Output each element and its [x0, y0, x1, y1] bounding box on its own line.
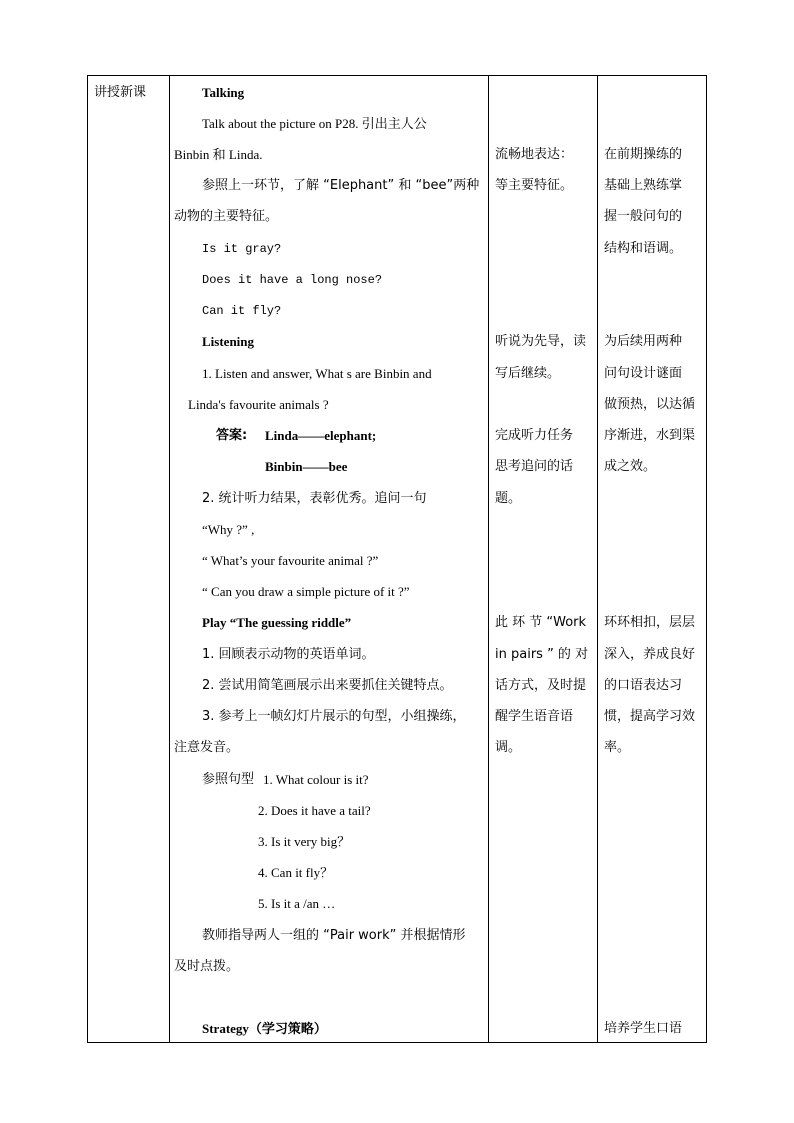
question-3: Can it fly? [202, 304, 282, 318]
content-column [169, 76, 488, 1042]
step-1: 1. 回顾表示动物的英语单词。 [202, 647, 375, 662]
pattern-5: 5. Is it a /an … [258, 896, 336, 911]
step-3-line-2: 注意发音。 [174, 740, 240, 755]
activity-d-line-3: 话方式，及时提 [495, 678, 587, 693]
intent-b-line-5: 成之效。 [604, 459, 657, 474]
answer-2: Binbin——bee [265, 459, 348, 474]
play-heading: Play “The guessing riddle” [202, 615, 352, 630]
pattern-4: 4. Can it fly？ [258, 865, 334, 880]
teacher-line-1: 教师指导两人一组的 “Pair work” 并根据情形 [202, 928, 466, 943]
answer-label: 答案: [216, 428, 248, 443]
pattern-3: 3. Is it very big？ [258, 834, 351, 849]
intent-d-line-1: 培养学生口语 [604, 1021, 683, 1036]
intent-c-line-3: 的口语表达习 [604, 678, 683, 693]
stage-label: 讲授新课 [94, 85, 147, 100]
intent-a-line-1: 在前期操练的 [604, 147, 683, 162]
intent-b-line-1: 为后续用两种 [604, 334, 683, 349]
step-3-line-1: 3. 参考上一帧幻灯片展示的句型，小组操练， [202, 709, 466, 724]
intent-a-line-4: 结构和语调。 [604, 241, 683, 256]
reference-line-1: 参照上一环节，了解 “Elephant” 和 “bee”两种 [202, 178, 480, 193]
intent-b-line-4: 序渐进，水到渠 [604, 428, 696, 443]
strategy-heading: Strategy（学习策略） [202, 1021, 327, 1036]
activity-d-line-2: in pairs ” 的 对 [495, 647, 589, 662]
intent-a-line-2: 基础上熟练掌 [604, 178, 683, 193]
intent-b-line-3: 做预热，以达循 [604, 397, 696, 412]
activity-a-line-2: 等主要特征。 [495, 178, 574, 193]
reference-line-2: 动物的主要特征。 [174, 209, 279, 224]
intent-c-line-2: 深入，养成良好 [604, 647, 696, 662]
draw-line: “ Can you draw a simple picture of it ?” [202, 584, 410, 599]
activity-column [488, 76, 597, 1042]
pattern-label: 参照句型 [202, 772, 255, 787]
talking-heading: Talking [202, 85, 245, 100]
activity-d-line-5: 调。 [495, 740, 522, 755]
activity-b-line-1: 听说为先导，读 [495, 334, 587, 349]
talk-line-2: Binbin 和 Linda. [174, 147, 263, 162]
listen-line-1: 1. Listen and answer, What s are Binbin and [202, 366, 432, 381]
activity-a-line-1: 流畅地表达： [495, 147, 574, 162]
question-2: Does it have a long nose? [202, 273, 383, 287]
listen-line-2: Linda's favourite animals ? [188, 397, 329, 412]
favourite-line: “ What’s your favourite animal ?” [202, 553, 379, 568]
teacher-line-2: 及时点拨。 [174, 959, 240, 974]
intent-b-line-2: 问句设计谜面 [604, 366, 683, 381]
why-line: “Why ?” , [202, 522, 255, 537]
activity-c-line-2: 思考追问的话 [495, 459, 574, 474]
stage-column [88, 76, 169, 1042]
step-2: 2. 尝试用简笔画展示出来要抓住关键特点。 [202, 678, 453, 693]
activity-c-line-1: 完成听力任务 [495, 428, 574, 443]
activity-d-line-1: 此 环 节 “Work [495, 615, 587, 630]
lesson-table [87, 75, 707, 1043]
talk-line-1: Talk about the picture on P28. 引出主人公 [202, 116, 427, 131]
pattern-2: 2. Does it have a tail? [258, 803, 371, 818]
activity-c-line-3: 题。 [495, 491, 522, 506]
intent-c-line-4: 惯，提高学习效 [604, 709, 696, 724]
pattern-1: 1. What colour is it? [263, 772, 369, 787]
intent-c-line-5: 率。 [604, 740, 631, 755]
activity-d-line-4: 醒学生语音语 [495, 709, 574, 724]
listening-heading: Listening [202, 334, 255, 349]
question-1: Is it gray? [202, 242, 282, 256]
intent-a-line-3: 握一般问句的 [604, 209, 683, 224]
intent-c-line-1: 环环相扣，层层 [604, 615, 696, 630]
activity-b-line-2: 写后继续。 [495, 366, 561, 381]
intent-column [597, 76, 708, 1042]
answer-1: Linda——elephant; [265, 428, 377, 443]
statistics-line: 2. 统计听力结果，表彰优秀。追问一句 [202, 491, 427, 506]
